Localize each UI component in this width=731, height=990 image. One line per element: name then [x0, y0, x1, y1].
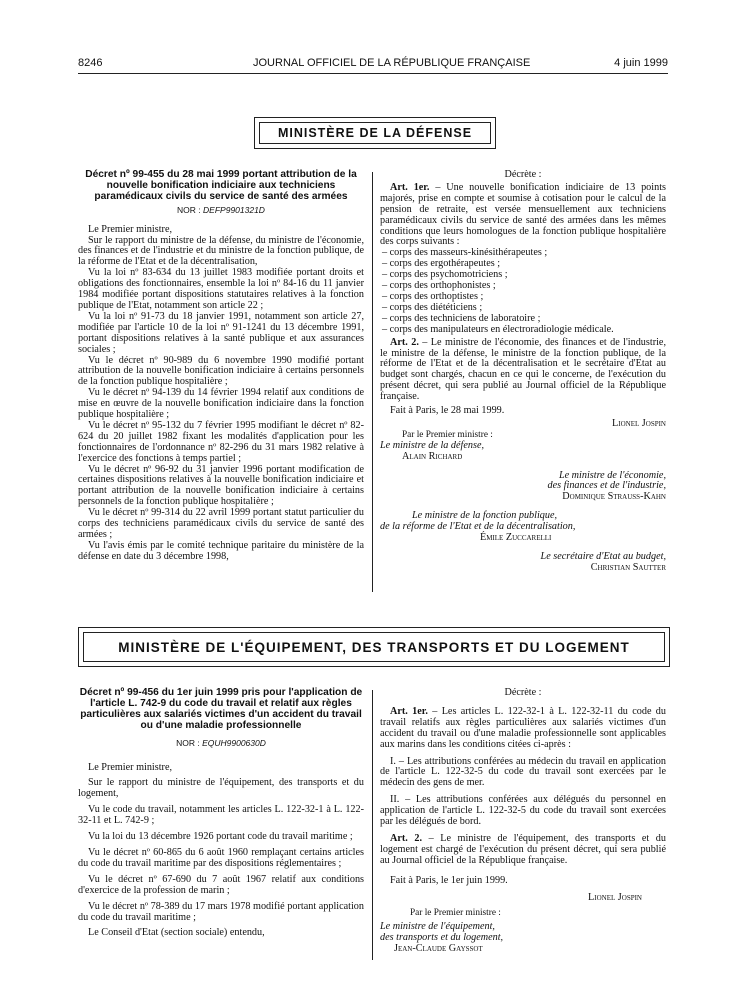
signatory-defense-name: Alain Richard: [402, 450, 463, 462]
visa-paragraph: Le Conseil d'Etat (section sociale) entendu,: [88, 927, 265, 939]
decree-99-455-nor: [78, 205, 364, 216]
decrete-heading: Décrète :: [504, 169, 542, 180]
article-1-label: Art. 1er.: [390, 181, 430, 193]
signatory-pm: Lionel Jospin: [612, 417, 666, 429]
ministry-banner-equipement: [78, 627, 670, 667]
corps-list-item: – corps des psychomotriciens ;: [382, 269, 508, 281]
visa-paragraph: Vu la loi du 13 décembre 1926 portant code du travail maritime ;: [88, 831, 353, 843]
signatory-eco-role-2: des finances et de l'industrie,: [547, 480, 666, 492]
decree-99-456-nor: [78, 738, 364, 749]
article-1-text: – Les articles L. 122-32-1 à L. 122-32-11 du code du travail relatifs aux règles particulières aux salariés victimes d'un accident du travail ou d'une maladie professionnelle sont applicables aux marins dans les conditions citées ci-après :: [380, 705, 666, 750]
column-divider: [372, 172, 373, 592]
decree-99-455-right-column: [380, 170, 666, 574]
decree-99-456-title: Décret nº 99-456 du 1er juin 1999 pris pour l'application de l'article L. 742-9 du code du travail et relatif aux règles particulières aux salariés victimes d'un accident du travail ou d'une maladie professionnelle: [79, 687, 363, 731]
signatory-defense-role: Le ministre de la défense,: [380, 439, 485, 451]
paragraph-i: I. – Les attributions conférées au médecin du travail en application de l'article L. 122-32-5 du code du travail sont exercées par le médecin des gens de mer.: [380, 755, 666, 789]
signatory-eco-role-1: Le ministre de l'économie,: [558, 469, 666, 481]
decree-99-455-visas: [78, 225, 364, 563]
article-1: [380, 707, 666, 751]
corps-list-item: – corps des orthophonistes ;: [382, 280, 496, 292]
nor-label: NOR :: [177, 204, 201, 215]
visa-paragraph: Vu la loi nº 91-73 du 18 janvier 1991, notamment son article 27, modifiée par l'article 10 de la loi nº 91-1241 du 13 décembre 1991, portant dispositions relatives à la santé publique et aux assurances sociales ;: [78, 310, 364, 355]
article-2-text: – Le ministre de l'équipement, des transports et du logement est chargé de l'exécution du présent décret, qui sera publié au Journal officiel de la République française.: [380, 832, 666, 866]
page-header: [78, 57, 668, 73]
visa-paragraph: Vu le décret nº 90-989 du 6 novembre 1990 modifié portant attribution de la nouvelle bonification indiciaire à certains personnels de la fonction publique hospitalière ;: [78, 354, 364, 388]
page-number: 8246: [78, 57, 103, 69]
signatory-equipement-role-1: Le ministre de l'équipement,: [380, 921, 495, 933]
signatory-fp-name: Émile Zuccarelli: [480, 532, 552, 544]
corps-list: [380, 248, 666, 335]
visa-paragraph: Vu le décret nº 94-139 du 14 février 1994 relatif aux conditions de mise en œuvre de la nouvelle bonification indiciaire dans la fonction publique hospitalière ;: [78, 387, 364, 421]
decrete-heading: Décrète :: [504, 687, 542, 698]
visa-paragraph: Vu la loi nº 83-634 du 13 juillet 1983 modifiée portant droits et obligations des fonctionnaires, ensemble la loi nº 84-16 du 11 janvier 1984 modifiée portant dispositions statutaires relatives à la fonction publique de l'Etat, notamment son article 22 ;: [78, 267, 364, 311]
signatory-equipement-name: Jean-Claude Gayssot: [394, 943, 483, 955]
par-premier-ministre: Par le Premier ministre :: [402, 429, 493, 440]
visa-paragraph: Sur le rapport du ministre de la défense, du ministre de l'économie, des finances et de l'industrie et du ministre de la fonction publique, de la réforme de l'Etat et de la décentralisation,: [78, 234, 364, 268]
signature-place-date: Fait à Paris, le 1er juin 1999.: [390, 874, 508, 886]
visa-paragraph: Vu le décret nº 99-314 du 22 avril 1999 portant statut particulier du corps des techniciens paramédicaux civils du service de santé des armées ;: [78, 507, 364, 540]
visa-paragraph: Vu le décret nº 78-389 du 17 mars 1978 modifié portant application du code du travail maritime ;: [78, 900, 364, 923]
nor-code: EQUH9900630D: [202, 737, 266, 748]
signatory-fp-role-1: Le ministre de la fonction publique,: [412, 510, 558, 522]
article-2: [380, 338, 666, 403]
article-1-text: – Une nouvelle bonification indiciaire de 13 points majorés, prise en compte et soumise à cotisation pour le calcul de la pension de retraite, est versée mensuellement aux techniciens paramédicaux civils du service de santé des armées dans les mêmes conditions que leurs homologues de la fonction publique hospitalière des corps suivants :: [380, 181, 666, 248]
corps-list-item: – corps des ergothérapeutes ;: [382, 258, 501, 270]
paragraph-ii: II. – Les attributions conférées aux délégués du personnel en application de l'article L. 122-32-5 du code du travail sont exercées par les délégués de bord.: [380, 794, 666, 828]
visa-paragraph: Vu le décret nº 60-865 du 6 août 1960 remplaçant certains articles du code du travail maritime par des dispositions réglementaires ;: [78, 846, 364, 869]
visa-paragraph: Vu l'avis émis par le comité technique paritaire du ministère de la défense en date du 3 décembre 1998,: [78, 539, 364, 562]
visa-paragraph: Sur le rapport du ministre de l'équipement, des transports et du logement,: [78, 777, 364, 800]
ministry-banner-defense-label: MINISTÈRE DE LA DÉFENSE: [259, 122, 491, 144]
article-2-label: Art. 2.: [390, 336, 419, 348]
corps-list-item: – corps des orthoptistes ;: [382, 290, 484, 302]
decree-99-456-right-column: [380, 688, 666, 955]
nor-code: DEFP9901321D: [203, 204, 265, 215]
visa-paragraph: Le Premier ministre,: [88, 761, 173, 773]
signatory-pm: Lionel Jospin: [588, 891, 642, 903]
signature-place-date: Fait à Paris, le 28 mai 1999.: [390, 405, 505, 417]
visa-paragraph: Vu le décret nº 96-92 du 31 janvier 1996 portant modification de certaines dispositions relatives à la nouvelle bonification indiciaire et portant attribution de la nouvelle bonification indiciaire à certains personnels de la fonction publique hospitalière ;: [78, 463, 364, 508]
decree-99-456-left-column: [78, 688, 364, 939]
corps-list-item: – corps des masseurs-kinésithérapeutes ;: [382, 247, 548, 259]
journal-title: JOURNAL OFFICIEL DE LA RÉPUBLIQUE FRANÇAISE: [253, 57, 531, 69]
article-2-text: – Le ministre de l'économie, des finances et de l'industrie, le ministre de la défense, le ministre de la fonction publique, de la réforme de l'Etat et de la décentralisation et le secrétaire d'Etat au budget sont chargés, chacun en ce qui le concerne, de l'exécution du présent décret, qui sera publié au Journal officiel de la République française.: [380, 336, 666, 403]
decree-99-455-title: Décret nº 99-455 du 28 mai 1999 portant attribution de la nouvelle bonification indiciaire aux techniciens paramédicaux civils du service de santé des armées: [85, 169, 357, 202]
corps-list-item: – corps des manipulateurs en électroradiologie médicale.: [382, 323, 614, 335]
nor-label: NOR :: [176, 737, 200, 748]
article-2-label: Art. 2.: [390, 832, 423, 844]
visa-paragraph: Vu le décret nº 95-132 du 7 février 1995 modifiant le décret nº 82-624 du 20 juillet 1982 fixant les modalités d'application pour les fonctionnaires de l'ordonnance nº 82-296 du 31 mars 1982 relative à l'exercice des fonctions à temps partiel ;: [78, 419, 364, 464]
article-2: [380, 834, 666, 867]
issue-date: 4 juin 1999: [614, 57, 668, 69]
par-premier-ministre: Par le Premier ministre :: [410, 907, 501, 918]
signatory-budget-name: Christian Sautter: [590, 561, 666, 573]
visa-paragraph: Vu le code du travail, notamment les articles L. 122-32-1 à L. 122-32-11 et L. 742-9 ;: [78, 804, 364, 827]
visa-paragraph: Le Premier ministre,: [88, 223, 173, 235]
visa-paragraph: Vu le décret nº 67-690 du 7 août 1967 relatif aux conditions d'exercice de la profession de marin ;: [78, 873, 364, 896]
decree-99-455-left-column: [78, 170, 364, 563]
decree-99-456-visas: [78, 763, 364, 940]
signatory-fp-role-2: de la réforme de l'Etat et de la décentralisation,: [380, 521, 576, 533]
signatory-equipement-role-2: des transports et du logement,: [380, 932, 504, 944]
ministry-banner-defense: [254, 117, 496, 149]
article-1: [380, 183, 666, 248]
article-1-label: Art. 1er.: [390, 705, 428, 717]
corps-list-item: – corps des techniciens de laboratoire ;: [382, 312, 541, 324]
column-divider: [372, 690, 373, 960]
header-rule: [78, 73, 668, 74]
ministry-banner-equipement-label: MINISTÈRE DE L'ÉQUIPEMENT, DES TRANSPORTS ET DU LOGEMENT: [83, 632, 665, 662]
corps-list-item: – corps des diététiciens ;: [382, 301, 483, 313]
signatory-eco-name: Dominique Strauss-Kahn: [562, 491, 666, 503]
signatory-budget-role: Le secrétaire d'Etat au budget,: [540, 551, 666, 562]
